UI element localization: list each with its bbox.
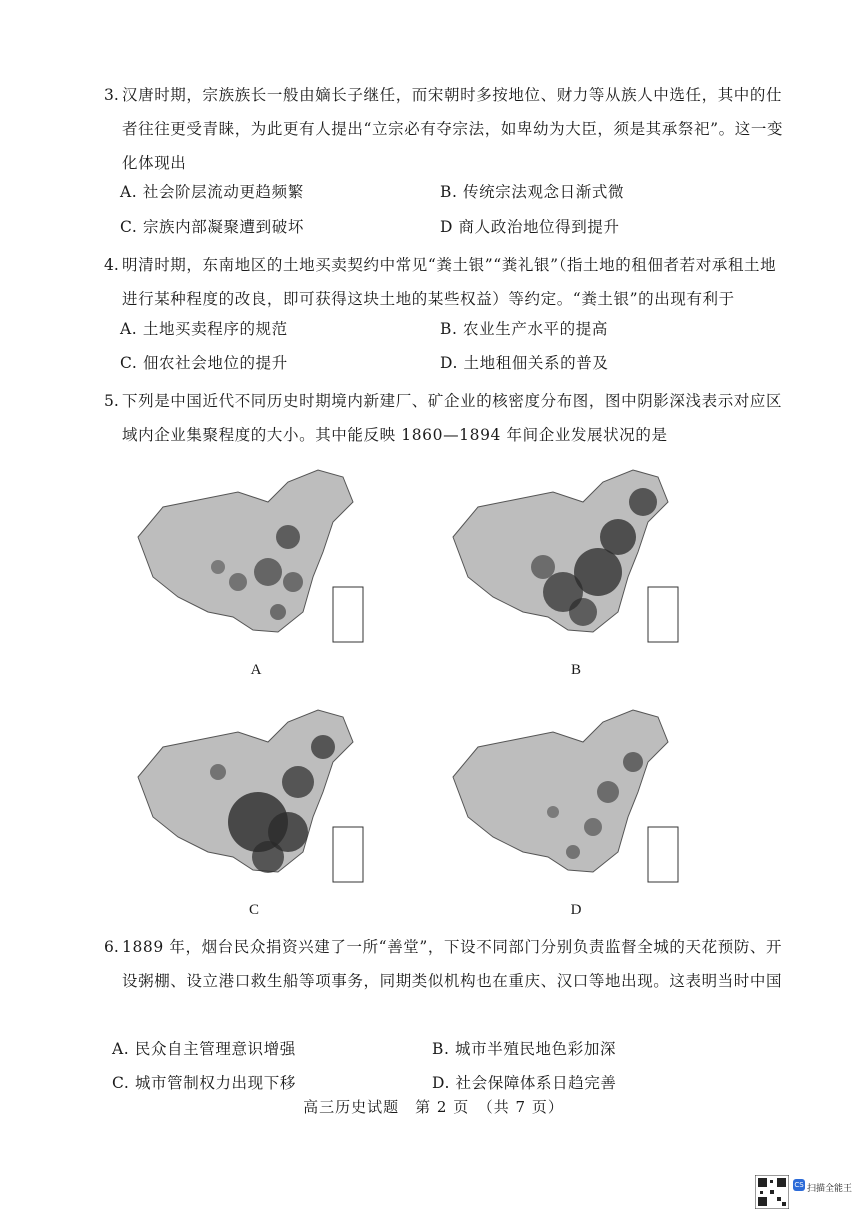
question-3-stem: 汉唐时期，宗族族长一般由嫡长子继任，而宋朝时多按地位、财力等从族人中选任，其中的仕者往往更受青睐，为此更有人提出“立宗必有夺宗法，如卑幼为大臣，须是其承祭祀”。这一变化体现出: [122, 86, 784, 172]
question-6-option-c[interactable]: C. 城市管制权力出现下移: [112, 1074, 296, 1092]
question-3-number: 3.: [104, 86, 119, 104]
china-map-b: [433, 462, 683, 652]
density-map-a[interactable]: [118, 462, 368, 652]
question-6-number: 6.: [104, 938, 119, 956]
qr-code-icon: [755, 1175, 789, 1209]
question-4-option-d[interactable]: D. 土地租佃关系的普及: [440, 354, 609, 372]
map-label-d: D: [570, 902, 582, 918]
china-map-c: [118, 702, 368, 892]
question-5-stem: 下列是中国近代不同历史时期境内新建厂、矿企业的核密度分布图，图中阴影深浅表示对应区域内企业集聚程度的大小。其中能反映 1860—1894 年间企业发展状况的是: [122, 392, 783, 444]
scanner-brand: 扫描全能王: [807, 1184, 853, 1194]
question-6-stem: 1889 年，烟台民众捐资兴建了一所“善堂”，下设不同部门分别负责监督全城的天花预防、开设粥棚、设立港口救生船等项事务，同期类似机构也在重庆、汉口等地出现。这表明当时中国: [122, 938, 783, 990]
question-5-number: 5.: [104, 392, 119, 410]
question-4-option-c[interactable]: C. 佃农社会地位的提升: [120, 354, 288, 372]
scanner-logo-icon: CS: [794, 1181, 804, 1189]
question-4-number: 4.: [104, 256, 119, 274]
question-6-option-a[interactable]: A. 民众自主管理意识增强: [112, 1040, 296, 1058]
china-map-d: [433, 702, 683, 892]
map-label-b: B: [570, 662, 581, 678]
page-footer: 高三历史试题 第 2 页 （共 7 页）: [303, 1098, 564, 1116]
china-map-a: [118, 462, 368, 652]
question-4-stem: 明清时期，东南地区的土地买卖契约中常见“粪土银”“粪礼银”（指土地的租佃者若对承租土地进行某种程度的改良，即可获得这块土地的某些权益）等约定。“粪土银”的出现有利于: [122, 256, 777, 308]
scanner-watermark: [755, 1175, 855, 1217]
question-4-option-b[interactable]: B. 农业生产水平的提高: [440, 320, 608, 338]
map-label-a: A: [250, 662, 262, 678]
density-map-c[interactable]: [118, 702, 368, 892]
question-3-option-d[interactable]: D 商人政治地位得到提升: [440, 218, 620, 236]
question-3-option-a[interactable]: A. 社会阶层流动更趋频繁: [120, 183, 304, 201]
question-4-option-a[interactable]: A. 土地买卖程序的规范: [120, 320, 288, 338]
density-map-b[interactable]: [433, 462, 683, 652]
question-6-option-d[interactable]: D. 社会保障体系日趋完善: [432, 1074, 617, 1092]
question-6-option-b[interactable]: B. 城市半殖民地色彩加深: [432, 1040, 617, 1058]
density-map-d[interactable]: [433, 702, 683, 892]
question-3-option-c[interactable]: C. 宗族内部凝聚遭到破坏: [120, 218, 304, 236]
map-label-c: C: [248, 902, 259, 918]
question-3-option-b[interactable]: B. 传统宗法观念日渐式微: [440, 183, 625, 201]
